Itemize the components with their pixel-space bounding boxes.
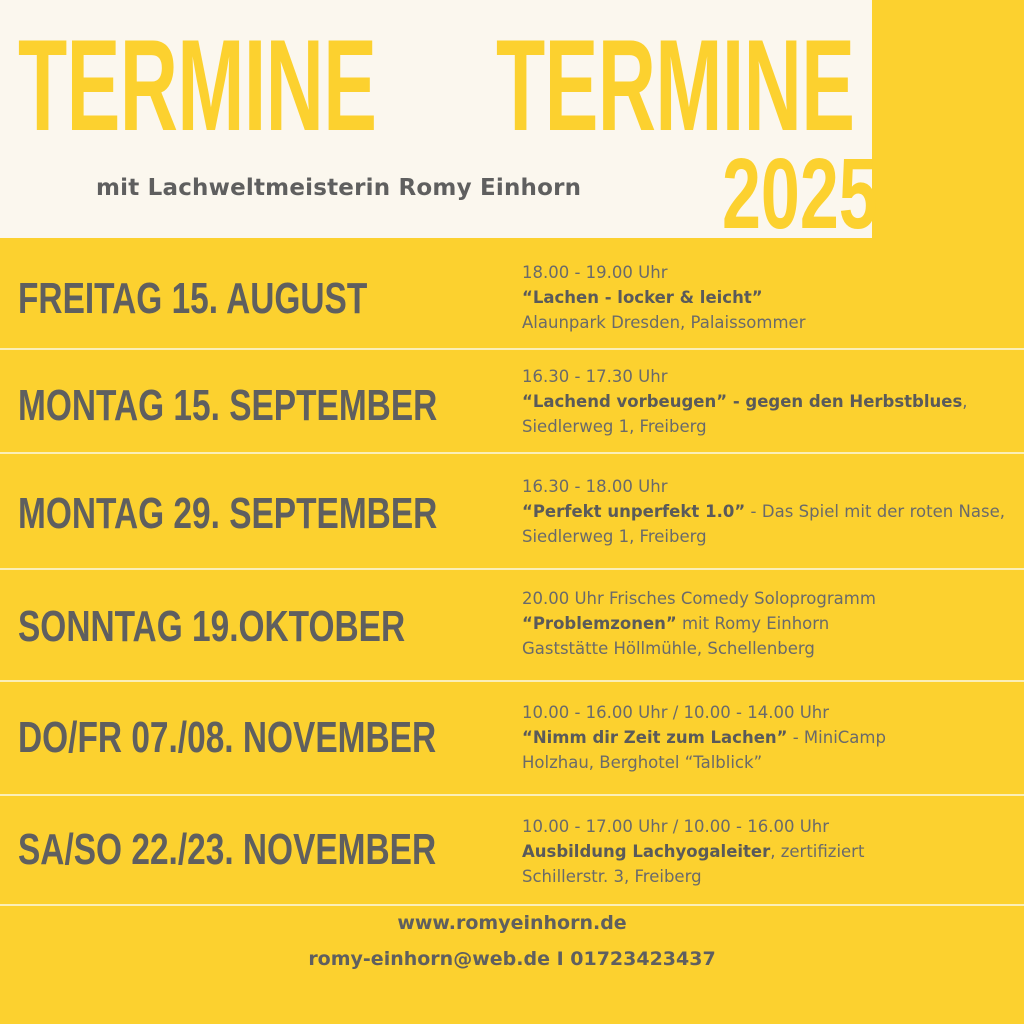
event-title: “Lachen - locker & leicht” (522, 288, 763, 307)
event-location: Alaunpark Dresden, Palaissommer (522, 313, 806, 332)
event-title: “Lachend vorbeugen” - gegen den Herbstblues (522, 392, 963, 411)
event-title: “Problemzonen” (522, 614, 677, 633)
event-details (522, 814, 1005, 889)
event-title: “Perfekt unperfekt 1.0” (522, 502, 746, 521)
event-row (0, 350, 1024, 454)
event-details (522, 474, 1005, 549)
event-time: 18.00 - 19.00 Uhr (522, 263, 668, 282)
event-location: Siedlerweg 1, Freiberg (522, 417, 707, 436)
year: 2025 (722, 138, 878, 238)
event-time: 16.30 - 17.30 Uhr (522, 367, 668, 386)
event-row (0, 796, 1024, 906)
event-title: “Nimm dir Zeit zum Lachen” (522, 728, 788, 747)
event-extra: - MiniCamp (787, 728, 886, 747)
header (0, 0, 1024, 238)
event-location: Gaststätte Höllmühle, Schellenberg (522, 639, 815, 658)
contact-info[interactable]: romy-einhorn@web.de I 01723423437 (308, 948, 716, 970)
footer (0, 905, 1024, 977)
event-row (0, 454, 1024, 570)
title-left: TERMINE (18, 12, 377, 158)
title-right: TERMINE (496, 12, 855, 158)
event-date: MONTAG 15. SEPTEMBER (18, 381, 438, 430)
event-date: FREITAG 15. AUGUST (18, 274, 368, 323)
event-extra: , (962, 392, 968, 411)
event-time: 16.30 - 18.00 Uhr (522, 477, 668, 496)
event-details (522, 700, 1005, 775)
event-time: 10.00 - 17.00 Uhr / 10.00 - 16.00 Uhr (522, 817, 830, 836)
event-date: SA/SO 22./23. NOVEMBER (18, 825, 437, 874)
event-row (0, 682, 1024, 796)
event-time: 10.00 - 16.00 Uhr / 10.00 - 14.00 Uhr (522, 703, 830, 722)
event-location: Schillerstr. 3, Freiberg (522, 867, 702, 886)
event-extra: , zertifiziert (770, 842, 865, 861)
website-link[interactable]: www.romyeinhorn.de (397, 912, 627, 934)
event-row (0, 570, 1024, 682)
event-date: DO/FR 07./08. NOVEMBER (18, 713, 437, 762)
event-title: Ausbildung Lachyogaleiter (522, 842, 771, 861)
event-location: Holzhau, Berghotel “Talblick” (522, 753, 763, 772)
event-row (0, 238, 1024, 350)
event-details (522, 260, 1005, 335)
event-date: SONNTAG 19.OKTOBER (18, 602, 406, 651)
event-details (522, 364, 1005, 439)
event-time: 20.00 Uhr Frisches Comedy Soloprogramm (522, 589, 876, 608)
event-extra: mit Romy Einhorn (676, 614, 830, 633)
event-extra: - Das Spiel mit der roten Nase, Siedlerweg 1, Freiberg (522, 502, 1005, 546)
event-details (522, 586, 1005, 661)
event-date: MONTAG 29. SEPTEMBER (18, 489, 438, 538)
decorative-curve (872, 0, 1024, 238)
subtitle: mit Lachweltmeisterin Romy Einhorn (96, 175, 582, 201)
